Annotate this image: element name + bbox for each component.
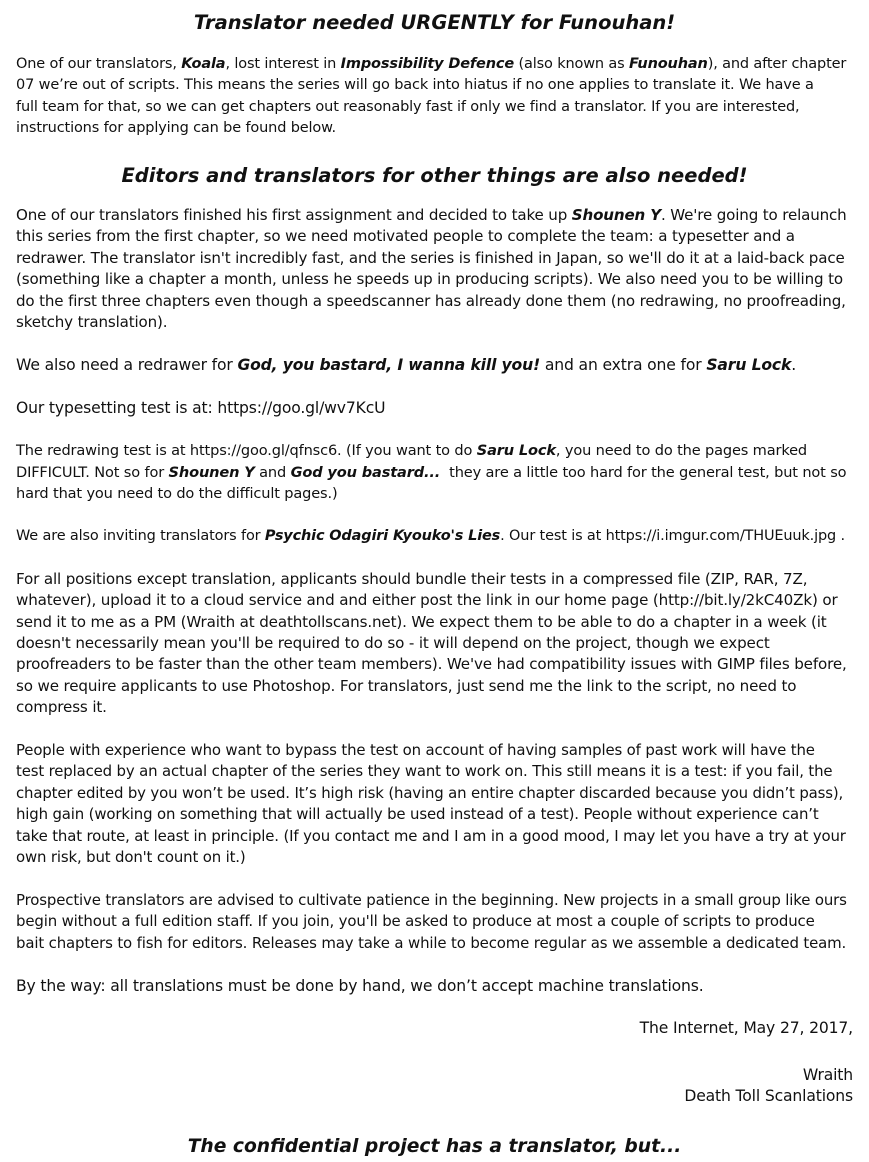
text-line: doesn't necessarily mean you'll be required to do so - it will depend on the project, though we expect <box>16 634 770 653</box>
text-line: (something like a chapter a month, unless he speeds up in producing scripts). We also need you to be willing to <box>16 270 843 289</box>
signature <box>16 1065 853 1108</box>
text: We are also inviting translators for <box>16 528 265 545</box>
signature-group: Death Toll Scanlations <box>684 1087 853 1106</box>
text-line: do the first three chapters even though a speedscanner has already done them (no redrawing, no proofreading, <box>16 291 846 310</box>
paragraph-funouhan <box>16 54 853 140</box>
emphasis-title: God you bastard... <box>290 463 441 481</box>
text: (also known as <box>514 56 630 72</box>
text-line: sketchy translation). <box>16 313 168 332</box>
text-line: whatever), upload it to a cloud service and and either post the link in our home page (http://bit.ly/2kC40Zk) or <box>16 591 838 610</box>
text-line: take that route, at least in principle. (If you contact me and I am in a good mood, I may let you have a try at your <box>16 826 846 845</box>
text: and <box>254 463 291 481</box>
emphasis-title: Shounen Y <box>168 463 255 481</box>
text-line: send it to me as a PM (Wraith at deathtollscans.net). We expect them to be able to do a chapter in a week (it <box>16 612 827 631</box>
emphasis-title: Saru Lock <box>476 442 556 460</box>
paragraph-translators-test <box>16 526 853 547</box>
emphasis-title: Saru Lock <box>706 355 792 374</box>
paragraph-typesetting-test: Our typesetting test is at: https://goo.gl/wv7KcU <box>16 398 386 417</box>
text: . We're going to relaunch <box>660 206 847 225</box>
text-line: own risk, but don't count on it.) <box>16 848 246 867</box>
text: . <box>791 355 797 374</box>
text: We also need a redrawer for <box>16 355 238 374</box>
text-line: instructions for applying can be found below. <box>16 120 336 137</box>
text: One of our translators finished his first assignment and decided to take up <box>16 206 572 225</box>
paragraph-patience <box>16 890 853 954</box>
text-line: full team for that, so we can get chapters out reasonably fast if only we find a translator. If you are interested, <box>16 98 800 115</box>
text-line: redrawer. The translator isn't incredibly fast, and the series is finished in Japan, so we'll do it at a laid-back pace <box>16 248 845 267</box>
emphasis-title: Funouhan <box>629 56 708 72</box>
signature-name: Wraith <box>802 1065 853 1084</box>
emphasis-title: Psychic Odagiri Kyouko's Lies <box>264 528 501 545</box>
text-line: compress it. <box>16 698 107 717</box>
text-line: this series from the first chapter, so we need motivated people to complete the team: a typesetter and a <box>16 227 795 246</box>
paragraph-redrawer <box>16 355 853 376</box>
text: they are a little too hard for the general test, but not so <box>440 463 847 481</box>
text-line: hard that you need to do the difficult pages.) <box>16 485 338 503</box>
paragraph-redrawing-test <box>16 440 853 504</box>
emphasis-koala: Koala <box>181 56 226 72</box>
text: and an extra one for <box>540 355 707 374</box>
text: , lost interest in <box>225 56 341 72</box>
text-line: so we require applicants to use Photoshop. For translators, just send me the link to the script, no need to <box>16 676 797 695</box>
emphasis-title: God, you bastard, I wanna kill you! <box>237 355 541 374</box>
paragraph-instructions <box>16 569 853 719</box>
page-title: Translator needed URGENTLY for Funouhan! <box>193 11 676 34</box>
closing-date: The Internet, May 27, 2017, <box>639 1019 853 1038</box>
emphasis-title: Shounen Y <box>571 206 661 225</box>
text-line: For all positions except translation, applicants should bundle their tests in a compressed file (ZIP, RAR, 7Z, <box>16 569 808 588</box>
text-line: Prospective translators are advised to cultivate patience in the beginning. New projects in a small group like ours <box>16 890 847 909</box>
text-line: test replaced by an actual chapter of the series they want to work on. This still means it is a test: if you fail, the <box>16 762 833 781</box>
paragraph-experience <box>16 740 853 868</box>
bottom-heading: The confidential project has a translator, but... <box>187 1136 682 1157</box>
paragraph-machine-translation: By the way: all translations must be done by hand, we don’t accept machine translations. <box>16 976 704 995</box>
text: . Our test is at https://i.imgur.com/THUEuuk.jpg . <box>500 528 845 545</box>
text-line: proofreaders to be faster than the other team members). We've had compatibility issues with GIMP files before, <box>16 655 847 674</box>
text: The redrawing test is at https://goo.gl/qfnsc6. (If you want to do <box>16 442 477 460</box>
text: One of our translators, <box>16 56 182 72</box>
text-line: 07 we’re out of scripts. This means the series will go back into hiatus if no one applies to translate it. We have a <box>16 77 814 94</box>
text: , you need to do the pages marked <box>555 442 807 460</box>
paragraph-shounen-y <box>16 205 853 333</box>
text-line: chapter edited by you won’t be used. It’s high risk (having an entire chapter discarded because you didn’t pass), <box>16 783 844 802</box>
text-line: People with experience who want to bypass the test on account of having samples of past work will have the <box>16 741 815 760</box>
section-heading: Editors and translators for other things are also needed! <box>121 164 748 188</box>
emphasis-title: Impossibility Defence <box>340 56 515 72</box>
text: DIFFICULT. Not so for <box>16 463 169 481</box>
text-line: bait chapters to fish for editors. Releases may take a while to become regular as we assemble a dedicated team. <box>16 933 847 952</box>
text-line: begin without a full edition staff. If you join, you'll be asked to produce at most a couple of scripts to produce <box>16 912 815 931</box>
text-line: high gain (working on something that will actually be used instead of a test). People without experience can’t <box>16 805 819 824</box>
text: ), and after chapter <box>707 56 847 72</box>
